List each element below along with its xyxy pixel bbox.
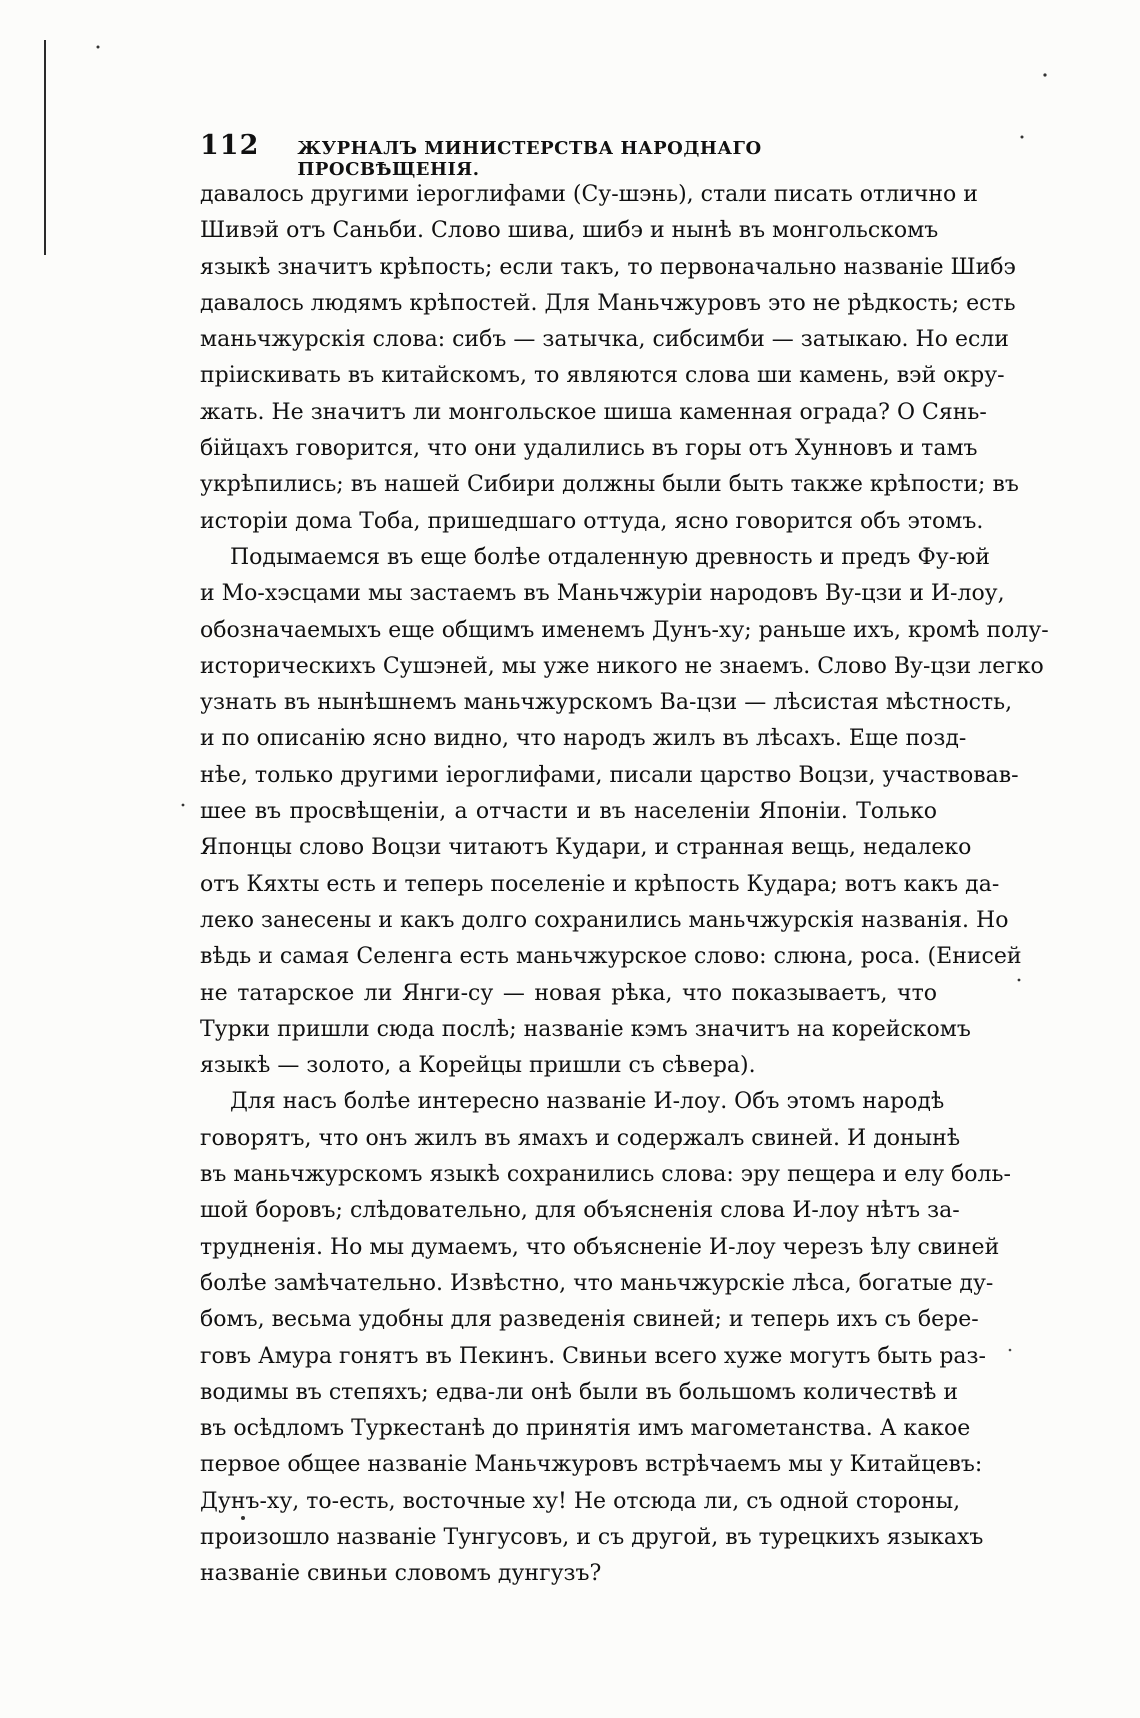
body-text <box>200 177 1049 1593</box>
text-line: обозначаемыхъ еще общимъ именемъ Дунъ-ху; раньше ихъ, кромѣ полу- <box>200 617 1049 643</box>
text-line: трудненія. Но мы думаемъ, что объясненіе И-лоу черезъ ѣлу свиней <box>200 1234 1000 1260</box>
text-line: нѣе, только другими іероглифами, писали царство Воцзи, участвовав- <box>200 762 1019 788</box>
text-line: болѣе замѣчательно. Извѣстно, что маньчжурскіе лѣса, богатые ду- <box>200 1270 994 1296</box>
running-header <box>200 130 950 180</box>
text-line: въ маньчжурскомъ языкѣ сохранились слова: эру пещера и елу боль- <box>200 1162 1011 1188</box>
text-line: Подымаемся въ еще болѣе отдаленную древность и предъ Фу-юй <box>230 544 990 570</box>
running-title: ЖУРНАЛЪ МИНИСТЕРСТВА НАРОДНАГО ПРОСВѢЩЕНІЯ. <box>297 138 762 180</box>
text-line: леко занесены и какъ долго сохранились маньчжурскія названія. Но <box>200 907 1009 933</box>
text-line: шее въ просвѣщеніи, а отчасти и въ населеніи Японіи. Только <box>200 799 937 825</box>
text-line: шой боровъ; слѣдовательно, для объясненія слова И-лоу нѣтъ за- <box>200 1198 960 1224</box>
page-number: 112 <box>200 130 260 161</box>
paragraph <box>200 540 1049 1084</box>
gutter-line <box>44 40 46 255</box>
text-line: водимы въ степяхъ; едва-ли онѣ были въ большомъ количествѣ и <box>200 1379 959 1405</box>
text-line: Шивэй отъ Саньби. Слово шива, шибэ и нынѣ въ монгольскомъ <box>200 218 939 244</box>
paragraph <box>200 177 1019 540</box>
text-line: пріискивать въ китайскомъ, то являются слова ши камень, вэй окру- <box>200 363 1005 389</box>
text-line: давалось другими іероглифами (Су-шэнь), стали писать отлично и <box>200 182 978 207</box>
text-line: вѣдь и самая Селенга есть маньчжурское слово: слюна, роса. (Енисей <box>200 944 1022 970</box>
text-line: и по описанію ясно видно, что народъ жилъ въ лѣсахъ. Еще позд- <box>200 726 967 752</box>
text-line: отъ Кяхты есть и теперь поселеніе и крѣпость Кудара; вотъ какъ да- <box>200 871 1000 897</box>
text-line: исторіи дома Тоба, пришедшаго оттуда, ясно говорится объ этомъ. <box>200 508 984 534</box>
text-line: бійцахъ говорится, что они удалились въ горы отъ Хунновъ и тамъ <box>200 436 978 462</box>
text-line: не татарское ли Янги-су — новая рѣка, что показываетъ, что <box>200 980 937 1006</box>
text-line: языкѣ значитъ крѣпость; если такъ, то первоначально названіе Шибэ <box>200 254 1016 280</box>
text-line: говъ Амура гонятъ въ Пекинъ. Свиньи всего хуже могутъ быть раз- <box>200 1343 986 1369</box>
text-line: бомъ, весьма удобны для разведенія свиней; и теперь ихъ съ бере- <box>200 1307 979 1333</box>
text-line: давалось людямъ крѣпостей. Для Маньчжуровъ это не рѣдкость; есть <box>200 290 1016 316</box>
text-line: первое общее названіе Маньчжуровъ встрѣчаемъ мы у Китайцевъ: <box>200 1452 983 1478</box>
text-line: Турки пришли сюда послѣ; названіе кэмъ значитъ на корейскомъ <box>200 1016 971 1042</box>
text-line: языкѣ — золото, а Корейцы пришли съ сѣвера). <box>200 1053 756 1079</box>
text-line: жать. Не значитъ ли монгольское шиша каменная ограда? О Сянь- <box>200 399 987 425</box>
text-line: названіе свиньи словомъ дунгузъ? <box>200 1561 602 1587</box>
text-line: маньчжурскія слова: сибъ — затычка, сибсимби — затыкаю. Но если <box>200 327 1009 353</box>
text-line: узнать въ нынѣшнемъ маньчжурскомъ Ва-цзи — лѣсистая мѣстность, <box>200 690 1013 716</box>
text-line: Японцы слово Воцзи читаютъ Кудари, и странная вещь, недалеко <box>200 835 972 861</box>
text-line: и Мо-хэсцами мы застаемъ въ Маньчжуріи народовъ Ву-цзи и И-лоу, <box>200 581 1005 607</box>
text-line: въ осѣдломъ Туркестанѣ до принятія имъ магометанства. А какое <box>200 1416 971 1442</box>
paragraph <box>200 1084 1011 1592</box>
text-line: укрѣпились; въ нашей Сибири должны были быть также крѣпости; въ <box>200 472 1019 498</box>
text-line: произошло названіе Тунгусовъ, и съ другой, въ турецкихъ языкахъ <box>200 1524 984 1550</box>
text-line: говорятъ, что онъ жилъ въ ямахъ и содержалъ свиней. И донынѣ <box>200 1125 961 1151</box>
text-line: Для насъ болѣе интересно названіе И-лоу. Объ этомъ народѣ <box>230 1089 945 1115</box>
text-line: историческихъ Сушэней, мы уже никого не знаемъ. Слово Ву-цзи легко <box>200 653 1044 679</box>
text-line: Дунъ-ху, то-есть, восточные ху! Не отсюда ли, съ одной стороны, <box>200 1488 961 1514</box>
